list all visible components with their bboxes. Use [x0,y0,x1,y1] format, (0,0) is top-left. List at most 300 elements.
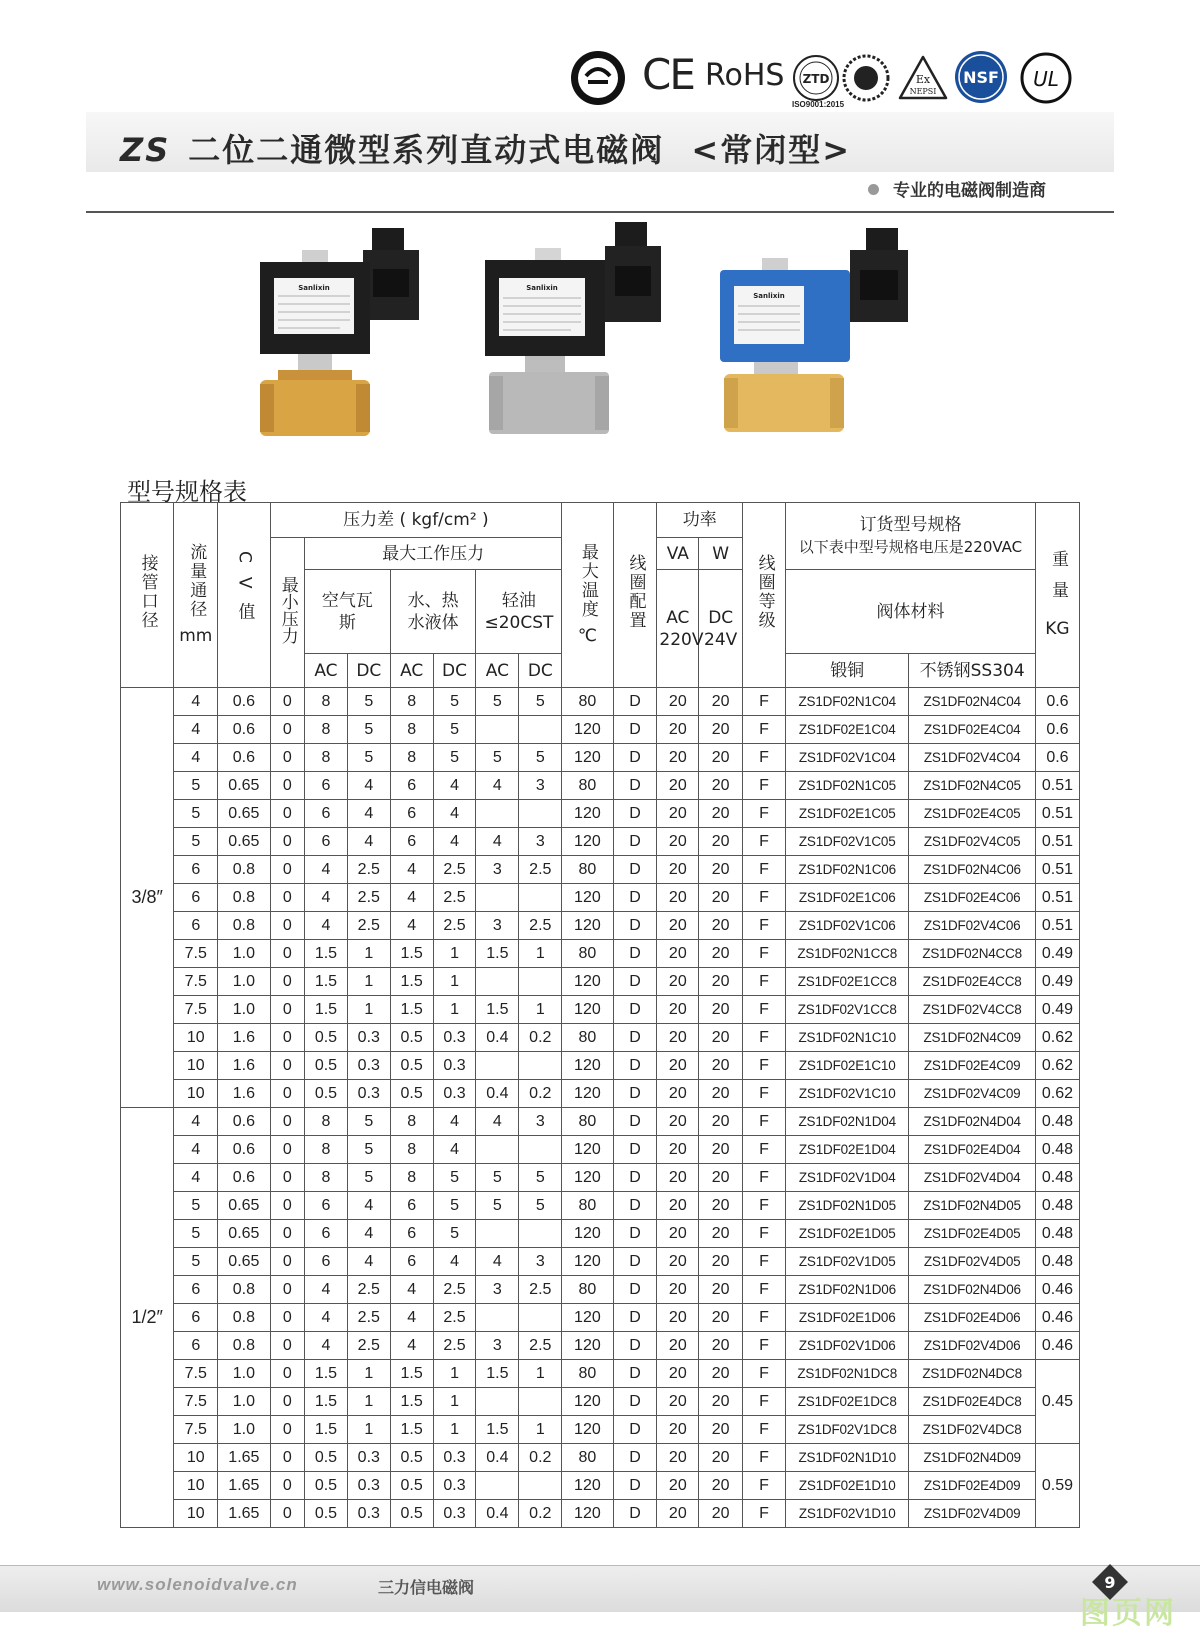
model-copper-cell: ZS1DF02E1D04 [786,1136,909,1164]
model-copper-cell: ZS1DF02N1DC8 [786,1360,909,1388]
table-cell: 5 [174,828,218,856]
svg-text:UL: UL [1033,67,1059,91]
table-cell: 1 [519,996,562,1024]
table-cell: 1.0 [218,968,270,996]
table-cell: 4 [433,800,476,828]
table-cell: 20 [657,1332,699,1360]
table-cell: 0 [270,1444,305,1472]
table-cell: 5 [519,1192,562,1220]
model-stainless-cell: ZS1DF02E4CC8 [909,968,1036,996]
table-cell: 0.5 [390,1080,433,1108]
table-cell: 80 [562,772,613,800]
table-cell: 20 [657,688,699,716]
table-cell: 7.5 [174,1360,218,1388]
table-cell: 8 [305,1164,348,1192]
table-cell: D [613,1388,657,1416]
table-cell: F [743,744,786,772]
table-cell [476,800,519,828]
table-cell: 0 [270,1192,305,1220]
table-cell: 20 [657,856,699,884]
table-cell: 120 [562,884,613,912]
table-cell: 1 [519,940,562,968]
title-suffix: <常闭型> [691,131,852,169]
tagline [868,176,1046,201]
table-cell: F [743,1416,786,1444]
table-cell: 5 [433,688,476,716]
model-copper-cell: ZS1DF02E1C10 [786,1052,909,1080]
model-copper-cell: ZS1DF02E1DC8 [786,1388,909,1416]
table-row [121,800,1080,828]
table-cell: 4 [390,1304,433,1332]
table-cell [476,884,519,912]
table-cell: 0 [270,1472,305,1500]
table-cell: 6 [390,800,433,828]
table-cell: 4 [174,1164,218,1192]
table-cell: D [613,1108,657,1136]
model-copper-cell: ZS1DF02V1DC8 [786,1416,909,1444]
table-cell: 0.5 [305,1052,348,1080]
table-cell: 0.8 [218,1276,270,1304]
table-cell: 1.5 [476,1416,519,1444]
table-cell: 20 [657,1024,699,1052]
table-cell: 0 [270,856,305,884]
table-cell: 0 [270,1500,305,1528]
table-cell: 6 [390,1220,433,1248]
table-cell: 0 [270,828,305,856]
table-cell: F [743,800,786,828]
quality-seal-logo [842,54,890,102]
table-cell: 0.3 [347,1024,390,1052]
table-cell: 5 [476,688,519,716]
table-cell: 1.5 [390,968,433,996]
table-cell: 0 [270,968,305,996]
weight-cell: 0.6 [1035,744,1079,772]
table-cell: 4 [174,688,218,716]
table-cell: D [613,856,657,884]
model-stainless-cell: ZS1DF02N4D06 [909,1276,1036,1304]
header-body-material: 阀体材料 [786,570,1036,654]
table-cell: D [613,884,657,912]
table-cell: 20 [699,1192,743,1220]
table-cell: 20 [657,1136,699,1164]
table-cell: 5 [347,1164,390,1192]
table-cell: 1.0 [218,1360,270,1388]
header-temp-unit: ℃ [577,626,597,646]
table-cell: 1 [347,1360,390,1388]
spec-table [120,502,1080,1528]
table-cell: 20 [699,912,743,940]
table-cell: 120 [562,744,613,772]
table-cell: F [743,1332,786,1360]
model-copper-cell: ZS1DF02N1D10 [786,1444,909,1472]
table-cell: F [743,1276,786,1304]
header-ac-volt: AC 220V [657,570,699,688]
table-row [121,1052,1080,1080]
weight-cell: 0.62 [1035,1080,1079,1108]
table-cell: 1.5 [390,1388,433,1416]
weight-cell: 0.51 [1035,856,1079,884]
table-cell: 0 [270,1080,305,1108]
table-cell: 1.65 [218,1500,270,1528]
table-cell: F [743,1136,786,1164]
table-cell: 8 [390,716,433,744]
table-cell: 6 [305,828,348,856]
table-cell: 0.5 [390,1024,433,1052]
table-cell: 2.5 [433,1304,476,1332]
table-row [121,884,1080,912]
table-cell: 20 [657,1360,699,1388]
model-stainless-cell: ZS1DF02N4C06 [909,856,1036,884]
table-cell: 0.3 [347,1500,390,1528]
table-cell: 20 [699,1500,743,1528]
header-min-pressure: 最小压力 [270,538,305,688]
table-cell: 0 [270,1248,305,1276]
table-cell: 8 [390,1108,433,1136]
table-cell: 4 [347,772,390,800]
weight-cell: 0.49 [1035,968,1079,996]
blue-coil-valve-image [720,224,920,439]
weight-cell: 0.48 [1035,1108,1079,1136]
table-cell: D [613,1052,657,1080]
table-row [121,1500,1080,1528]
table-row [121,744,1080,772]
certification-logos [570,48,1100,116]
table-row [121,1444,1080,1472]
port-size-cell: 1/2″ [121,1108,174,1528]
table-cell: F [743,1052,786,1080]
table-cell: 0.5 [305,1472,348,1500]
table-cell: 6 [174,856,218,884]
tagline-text: 专业的电磁阀制造商 [893,181,1046,201]
table-cell: 1.5 [305,1416,348,1444]
table-cell: 6 [305,800,348,828]
table-cell: 0.2 [519,1080,562,1108]
table-cell: 20 [657,1444,699,1472]
table-cell: 0 [270,1164,305,1192]
table-cell: 5 [174,772,218,800]
table-row [121,1416,1080,1444]
model-stainless-cell: ZS1DF02N4C05 [909,772,1036,800]
table-cell: F [743,940,786,968]
model-copper-cell: ZS1DF02V1D06 [786,1332,909,1360]
table-cell: 0.5 [305,1080,348,1108]
table-cell: 6 [390,1248,433,1276]
table-cell: 0.6 [218,1164,270,1192]
table-row [121,1108,1080,1136]
weight-cell: 0.49 [1035,996,1079,1024]
table-cell: 120 [562,1136,613,1164]
table-cell: 20 [699,940,743,968]
header-flow: 流量通径 mm [174,503,218,688]
table-cell: D [613,1332,657,1360]
header-port: 接管口径 [121,503,174,688]
table-cell: 0 [270,800,305,828]
table-cell: F [743,884,786,912]
header-flow-unit: mm [179,626,213,646]
section-title: 型号规格表 [127,478,247,506]
weight-cell: 0.48 [1035,1136,1079,1164]
table-cell: 20 [657,912,699,940]
table-cell: D [613,1304,657,1332]
brass-valve-image [260,224,450,439]
bullet-dot-icon [868,184,879,195]
table-row [121,996,1080,1024]
table-cell: F [743,1108,786,1136]
table-cell: 3 [519,772,562,800]
table-cell: D [613,688,657,716]
table-cell: 20 [699,688,743,716]
table-cell: 10 [174,1444,218,1472]
table-cell: 6 [174,1276,218,1304]
table-row [121,772,1080,800]
table-cell: 20 [657,1472,699,1500]
model-stainless-cell: ZS1DF02V4C04 [909,744,1036,772]
model-copper-cell: ZS1DF02V1C04 [786,744,909,772]
table-cell: 2.5 [519,1276,562,1304]
table-cell: 4 [433,1248,476,1276]
table-cell: 7.5 [174,1416,218,1444]
table-cell: 20 [657,828,699,856]
table-cell: F [743,856,786,884]
table-row [121,1248,1080,1276]
table-cell: 0 [270,688,305,716]
ztd-logo [792,54,840,102]
model-copper-cell: ZS1DF02N1C05 [786,772,909,800]
table-cell: 120 [562,996,613,1024]
table-cell: 1.0 [218,1416,270,1444]
table-cell: 20 [699,1164,743,1192]
header-oil-dc: DC [519,654,562,688]
table-row [121,1136,1080,1164]
table-cell: 1 [347,940,390,968]
table-cell: F [743,1500,786,1528]
table-cell: 4 [174,716,218,744]
table-cell: 20 [699,1276,743,1304]
table-cell: 120 [562,716,613,744]
model-copper-cell: ZS1DF02E1C05 [786,800,909,828]
table-cell: 1.0 [218,940,270,968]
model-stainless-cell: ZS1DF02V4D06 [909,1332,1036,1360]
table-cell: 5 [433,1192,476,1220]
table-cell: 0.2 [519,1500,562,1528]
table-cell: F [743,688,786,716]
model-copper-cell: ZS1DF02V1D05 [786,1248,909,1276]
table-cell: 0.3 [433,1052,476,1080]
table-cell: 2.5 [433,1276,476,1304]
table-cell: 120 [562,1304,613,1332]
table-cell: 1.5 [305,940,348,968]
table-cell: 4 [476,828,519,856]
table-cell: 0.4 [476,1500,519,1528]
table-row [121,912,1080,940]
table-cell: 20 [657,1276,699,1304]
table-cell [476,1220,519,1248]
table-cell: 1.5 [390,1416,433,1444]
table-cell: 80 [562,1192,613,1220]
table-cell [519,1472,562,1500]
table-cell: 0 [270,940,305,968]
table-cell: 10 [174,1472,218,1500]
table-cell: 20 [699,1444,743,1472]
model-stainless-cell: ZS1DF02E4DC8 [909,1388,1036,1416]
model-copper-cell: ZS1DF02N1D06 [786,1276,909,1304]
table-cell: 5 [433,716,476,744]
table-cell: 1.0 [218,996,270,1024]
table-cell: 120 [562,1248,613,1276]
table-cell: 20 [657,744,699,772]
table-cell: 2.5 [347,1304,390,1332]
table-cell: 0 [270,884,305,912]
table-cell: 120 [562,968,613,996]
table-cell: 20 [657,1248,699,1276]
table-cell: 2.5 [519,856,562,884]
table-cell: 0 [270,996,305,1024]
ce-logo: CE [642,50,694,99]
table-cell: 5 [519,744,562,772]
table-cell: 0.8 [218,1304,270,1332]
table-row [121,1220,1080,1248]
table-cell [519,800,562,828]
table-cell: F [743,1220,786,1248]
table-cell: 0 [270,1108,305,1136]
table-cell: D [613,1416,657,1444]
table-cell: 20 [699,1360,743,1388]
table-cell [519,1136,562,1164]
weight-cell: 0.59 [1035,1444,1079,1528]
table-cell: 7.5 [174,968,218,996]
table-cell [519,716,562,744]
table-cell [519,1220,562,1248]
table-cell: D [613,1276,657,1304]
title-prefix: ZS [120,131,171,169]
model-copper-cell: ZS1DF02N1C06 [786,856,909,884]
model-copper-cell: ZS1DF02V1D04 [786,1164,909,1192]
table-cell: 1 [519,1360,562,1388]
table-cell: 20 [699,828,743,856]
table-cell: 1.5 [476,940,519,968]
model-copper-cell: ZS1DF02V1C10 [786,1080,909,1108]
table-cell: 5 [433,1164,476,1192]
header-max-pressure: 最大工作压力 [305,538,562,570]
table-cell: 4 [347,1248,390,1276]
spec-table-body [121,688,1080,1528]
table-cell: 6 [390,772,433,800]
table-cell: 80 [562,1444,613,1472]
svg-text:ZTD: ZTD [802,72,830,86]
table-cell: 1.0 [218,1388,270,1416]
table-cell: 8 [390,1136,433,1164]
model-stainless-cell: ZS1DF02N4DC8 [909,1360,1036,1388]
page-title [120,125,851,171]
table-cell: 1.5 [390,996,433,1024]
table-cell: 4 [347,800,390,828]
table-cell: 4 [390,884,433,912]
table-cell: 20 [657,1304,699,1332]
model-copper-cell: ZS1DF02E1D10 [786,1472,909,1500]
table-cell: 5 [476,744,519,772]
table-cell: 0 [270,772,305,800]
table-cell: 10 [174,1024,218,1052]
table-cell: F [743,996,786,1024]
table-cell: 120 [562,912,613,940]
table-row [121,1024,1080,1052]
table-cell: 0.5 [390,1444,433,1472]
table-cell: 0.4 [476,1080,519,1108]
table-cell: 0.3 [347,1444,390,1472]
table-cell [519,968,562,996]
table-cell: 2.5 [347,1276,390,1304]
table-cell: 120 [562,1164,613,1192]
table-cell: 0.5 [305,1024,348,1052]
model-stainless-cell: ZS1DF02V4C06 [909,912,1036,940]
table-cell: 0.5 [390,1052,433,1080]
weight-cell: 0.48 [1035,1220,1079,1248]
table-cell: 4 [390,912,433,940]
table-cell: 80 [562,688,613,716]
header-order-spec [786,503,1036,570]
table-cell: 10 [174,1500,218,1528]
table-cell: D [613,1444,657,1472]
rohs-logo: RoHS [705,58,785,93]
table-cell: 3 [519,1248,562,1276]
footer-brand: 三力信电磁阀 [378,1578,475,1597]
table-cell: 0 [270,744,305,772]
table-cell: 0 [270,1332,305,1360]
header-oil-ac: AC [476,654,519,688]
table-cell: 1.5 [305,968,348,996]
table-row [121,856,1080,884]
weight-cell: 0.48 [1035,1248,1079,1276]
table-cell: D [613,772,657,800]
table-cell: 20 [699,1416,743,1444]
table-cell: 4 [305,912,348,940]
table-cell: 0.65 [218,1248,270,1276]
table-cell: 0 [270,1276,305,1304]
table-cell: 0.8 [218,856,270,884]
table-cell: 20 [699,772,743,800]
table-cell: 80 [562,856,613,884]
table-cell: 20 [657,772,699,800]
table-cell [519,1052,562,1080]
table-cell: 20 [657,996,699,1024]
table-cell: 5 [347,716,390,744]
model-stainless-cell: ZS1DF02E4D05 [909,1220,1036,1248]
table-cell: F [743,1248,786,1276]
weight-cell: 0.46 [1035,1332,1079,1360]
table-cell: 1 [347,1388,390,1416]
table-cell: F [743,828,786,856]
table-cell: 2.5 [347,856,390,884]
table-cell: 1 [433,996,476,1024]
header-max-temp: 最大温度 ℃ [562,503,613,688]
table-cell: D [613,828,657,856]
weight-cell: 0.62 [1035,1024,1079,1052]
table-cell: 5 [174,1192,218,1220]
weight-cell: 0.6 [1035,688,1079,716]
table-cell: 1.6 [218,1024,270,1052]
weight-cell: 0.51 [1035,912,1079,940]
weight-cell: 0.51 [1035,772,1079,800]
table-cell: D [613,1080,657,1108]
port-size-cell: 3/8″ [121,688,174,1108]
table-cell: 0 [270,1388,305,1416]
table-cell: 1 [433,968,476,996]
table-cell: 0 [270,1052,305,1080]
table-cell: 20 [657,1108,699,1136]
header-forged-copper: 锻铜 [786,654,909,688]
table-cell: 4 [433,772,476,800]
table-cell: 20 [657,1388,699,1416]
